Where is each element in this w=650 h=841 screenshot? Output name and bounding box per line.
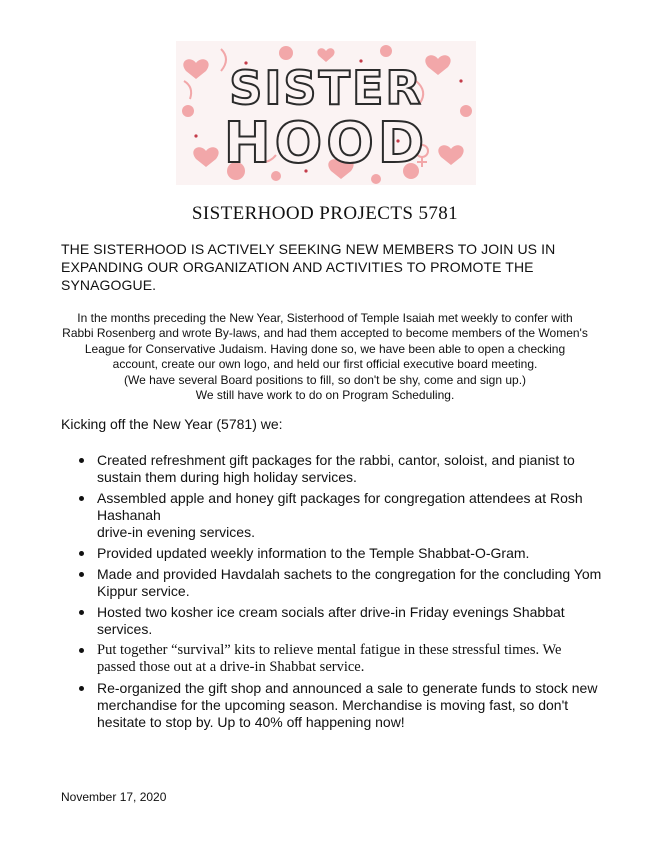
intro-heading — [61, 240, 581, 294]
intro-line: SYNAGOGUE. — [61, 277, 157, 293]
paragraph-line: We still have work to do on Program Scheduling. — [195, 388, 455, 403]
page-title: SISTERHOOD PROJECTS 5781 — [191, 203, 459, 224]
bullet-icon — [79, 572, 84, 577]
logo-word-sister: SISTER — [229, 61, 423, 115]
flower-doodle — [279, 46, 293, 60]
sisterhood-logo — [176, 41, 476, 185]
bullet-icon — [79, 496, 84, 501]
paragraph-line: Rabbi Rosenberg and wrote By-laws, and had them accepted to become members of the Women's — [62, 326, 588, 341]
bullet-icon — [79, 458, 84, 463]
flower-doodle — [380, 45, 392, 57]
paragraph-line: (We have several Board positions to fill, so don't be shy, come and sign up.) — [123, 372, 527, 387]
list-item: Assembled apple and honey gift packages for congregation attendees at Rosh Hashanah drive-in evening services. — [61, 490, 601, 541]
intro-line: EXPANDING OUR ORGANIZATION AND ACTIVITIES TO PROMOTE THE — [61, 259, 534, 275]
paragraph-line: League for Conservative Judaism. Having done so, we have been able to open a checking — [84, 341, 566, 356]
list-item: Hosted two kosher ice cream socials after drive-in Friday evenings Shabbat services. — [61, 604, 601, 638]
bullet-icon — [79, 551, 84, 556]
bullet-icon — [79, 686, 84, 691]
paragraph-line: In the months preceding the New Year, Sisterhood of Temple Isaiah met weekly to confer with — [77, 311, 573, 325]
list-item: Created refreshment gift packages for the rabbi, cantor, soloist, and pianist to sustain them during high holiday services. — [61, 452, 601, 486]
summary-paragraph — [40, 311, 610, 403]
intro-line: THE SISTERHOOD IS ACTIVELY SEEKING NEW MEMBERS TO JOIN US IN — [61, 241, 556, 257]
paragraph-line: account, create our own logo, and held our first official executive board meeting. — [112, 357, 538, 372]
document-date: November 17, 2020 — [61, 790, 167, 804]
heart-doodle — [317, 48, 334, 62]
list-item: Provided updated weekly information to the Temple Shabbat-O-Gram. — [61, 545, 601, 562]
list-item: Re-organized the gift shop and announced a sale to generate funds to stock new merchandise for the upcoming season. Merchandise is moving fast, so don't hesitate to stop by. Up to 40% off happening now! — [61, 680, 601, 731]
projects-list — [61, 452, 601, 735]
kickoff-heading: Kicking off the New Year (5781) we: — [61, 416, 283, 432]
bullet-icon — [79, 648, 84, 653]
list-item: Put together “survival” kits to relieve mental fatigue in these stressful times. We passed those out at a drive-in Shabbat service. — [61, 642, 601, 676]
list-item: Made and provided Havdalah sachets to the congregation for the concluding Yom Kippur service. — [61, 566, 601, 600]
logo-word-hood: HOOD — [223, 111, 429, 176]
bullet-icon — [79, 610, 84, 615]
